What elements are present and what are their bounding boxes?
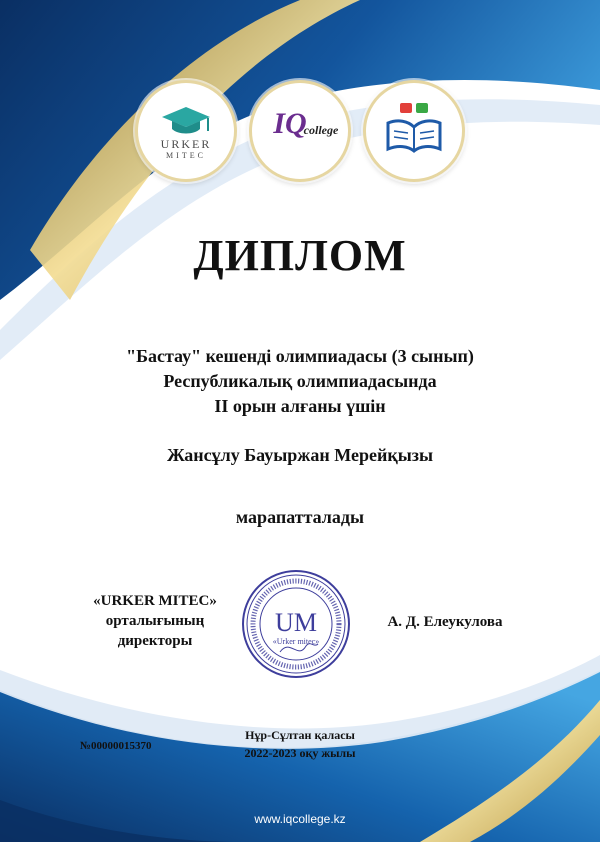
awarded-text: марапатталады (235, 507, 365, 527)
signatory-name: А. Д. Елеукулова (387, 614, 503, 630)
director-org-line-3: директоры (117, 633, 193, 649)
graduation-cap-icon (138, 83, 234, 179)
footer-website[interactable]: www.iqcollege.kz (254, 812, 346, 826)
iq-brand-sub: college (303, 123, 339, 137)
academic-year: 2022-2023 оқу жылы (244, 746, 356, 760)
iq-brand-name: IQ (273, 107, 307, 140)
book-logo (363, 80, 465, 182)
open-book-icon (366, 83, 462, 179)
reason-line-1: "Бастау" кешенді олимпиадасы (3 сынып) (126, 346, 474, 366)
official-stamp (240, 568, 352, 680)
recipient-name: Жансұлу Бауыржан Мерейқызы (166, 445, 434, 465)
director-org-line-2: орталығының (105, 613, 205, 629)
urker-brand-sub: MITEC (166, 151, 206, 160)
location-city: Нұр-Сұлтан қаласы (245, 728, 355, 742)
reason-line-3: II орын алғаны үшін (214, 396, 386, 416)
reason-line-2: Республикалық олимпиадасында (163, 371, 437, 391)
stamp-caption: «Urker mitec» (272, 637, 320, 646)
diploma-title: ДИПЛОМ (193, 231, 407, 280)
urker-mitec-logo (135, 80, 237, 182)
urker-brand-name: URKER (160, 137, 212, 151)
stamp-initials: UM (275, 608, 317, 637)
director-org-line-1: «URKER MITEC» (93, 593, 217, 609)
iq-college-logo (249, 80, 351, 182)
certificate-number: №00000015370 (80, 740, 152, 752)
